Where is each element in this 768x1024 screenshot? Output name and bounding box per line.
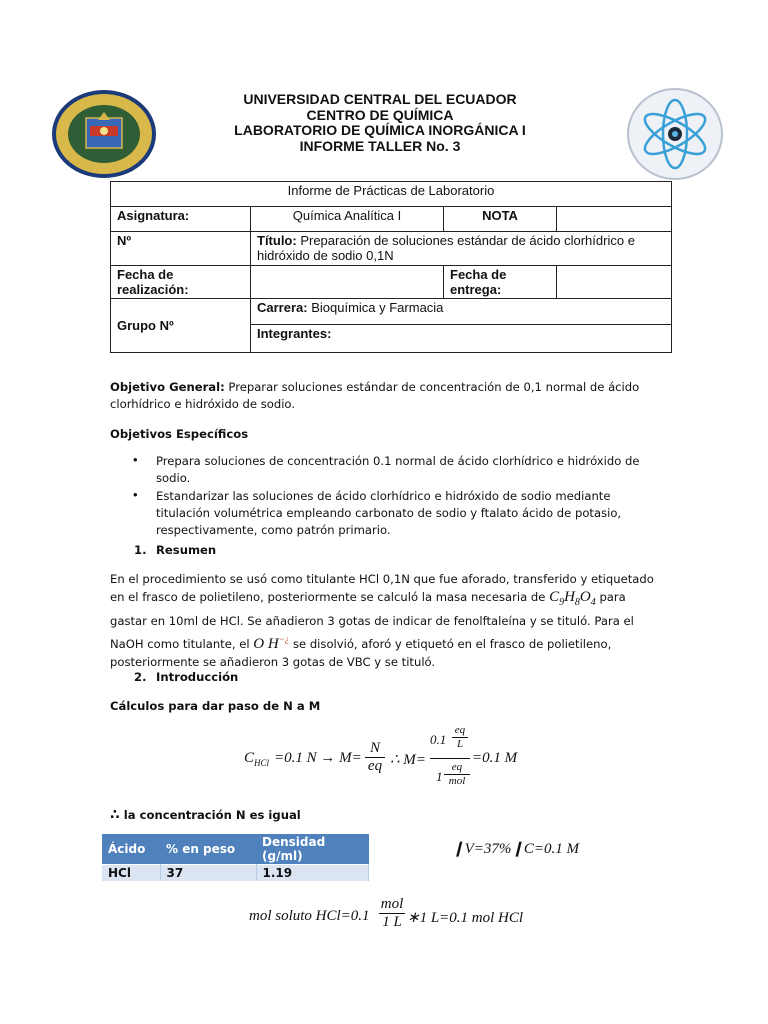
calc-heading: Cálculos para dar paso de N a M: [110, 699, 321, 713]
eq1-frac1: N eq: [365, 740, 385, 775]
therefore-symbol: ∴: [110, 807, 120, 823]
objetivo-general: [110, 379, 710, 413]
resumen-line-5: posteriormente se añadieron 3 gotas de VBC y se tituló.: [110, 655, 436, 669]
resumen-paragraph: [110, 570, 730, 671]
acid-cell-name: HCl: [102, 865, 160, 882]
integrantes-label: Integrantes:: [251, 325, 672, 353]
bullet-item-2: [156, 488, 716, 539]
acid-header-peso: % en peso: [160, 834, 256, 865]
bullet-2-line-2: titulación volumétrica empleando carbonato de sodio y ftalato ácido de potasio,: [156, 506, 622, 520]
eq2-lhs: mol soluto HCl=0.1: [249, 908, 370, 924]
bullet-1-line-1: Prepara soluciones de concentración 0.1 normal de ácido clorhídrico e hidróxido de: [156, 454, 640, 468]
fecha-realizacion-value[interactable]: [251, 266, 444, 299]
fecha-realizacion-label: Fecha de realización:: [111, 266, 251, 299]
university-seal-logo: [50, 88, 158, 180]
asignatura-value: Química Analítica I: [251, 207, 444, 232]
eq2-rhs: ∗1 L=0.1 mol HCl: [407, 910, 524, 926]
bullet-item-1: [156, 453, 716, 487]
header-line-report: INFORME TALLER No. 3: [299, 137, 461, 154]
bullet-2-line-1: Estandarizar las soluciones de ácido clorhídrico e hidróxido de sodio mediante: [156, 489, 611, 503]
phthalate-formula: $C_9H_8O_4$: [549, 589, 596, 608]
header-line-lab: LABORATORIO DE QUÍMICA INORGÁNICA I: [234, 122, 526, 138]
acid-header-acido: Ácido: [102, 834, 160, 865]
bullet-1-line-2: sodio.: [156, 471, 191, 485]
resumen-line-4b: se disolvió, aforó y etiquetó en el frasco de polietileno,: [289, 637, 612, 651]
bullet-dot-1: •: [133, 452, 138, 467]
equation-mol-soluto: [249, 896, 549, 940]
concentracion-text: la concentración N es igual: [119, 808, 301, 822]
acid-properties-table: [102, 834, 369, 881]
titulo-cell: [251, 232, 672, 266]
nota-value[interactable]: [557, 207, 672, 232]
header-line-university: UNIVERSIDAD CENTRAL DEL ECUADOR: [243, 91, 517, 107]
resumen-line-3: gastar en 10ml de HCl. Se añadieron 3 gotas de indicar de fenolftaleína y se tituló. Para el: [110, 614, 634, 628]
objetivo-general-text-2: clorhídrico e hidróxido de sodio.: [110, 397, 296, 411]
asignatura-label: Asignatura:: [111, 207, 251, 232]
objetivo-general-label: Objetivo General:: [110, 380, 225, 394]
bullet-2-line-3: respectivamente, como patrón primario.: [156, 523, 391, 537]
resumen-line-4a: NaOH como titulante, el: [110, 637, 250, 651]
report-info-table: [110, 181, 672, 353]
objetivos-especificos-heading: Objetivos Específicos: [110, 427, 249, 441]
bullet-dot-2: •: [133, 487, 138, 502]
titulo-value: Preparación de soluciones estándar de ácido clorhídrico e hidróxido de sodio 0,1N: [257, 233, 635, 263]
equation-n-to-m: [244, 724, 544, 796]
chemistry-center-atom-logo: [626, 87, 724, 181]
carrera-label: Carrera:: [257, 300, 308, 315]
eq1-c: $C_{HCl}$: [244, 750, 270, 768]
side-equation: ❙V=37%❙C=0.1 M: [452, 841, 580, 857]
titulo-label: Título:: [257, 233, 297, 248]
eq1-therefore: ∴ M=: [390, 752, 426, 768]
acid-cell-peso: 37: [160, 865, 256, 882]
resumen-line-4: [110, 630, 730, 653]
resumen-number: 1.: [134, 543, 147, 557]
eq1-result: =0.1 M: [472, 750, 518, 766]
objetivo-general-text-1: Preparar soluciones estándar de concentración de 0,1 normal de ácido: [224, 380, 640, 394]
info-table-title: Informe de Prácticas de Laboratorio: [111, 182, 672, 207]
fecha-entrega-label: Fecha de entrega:: [444, 266, 557, 299]
header-line-center: CENTRO DE QUÍMICA: [306, 106, 454, 123]
introduccion-number: 2.: [134, 670, 147, 684]
resumen-line-2a: en el frasco de polietileno, posteriormente se calculó la masa necesaria de: [110, 590, 546, 604]
grupo-label: Grupo Nº: [111, 299, 251, 353]
concentracion-line: [110, 807, 301, 824]
resumen-line-2b: para: [595, 590, 626, 604]
eq1-part1: =0.1 N → M=: [274, 750, 362, 766]
acid-cell-densidad: 1.19: [256, 865, 369, 882]
eq2-frac: mol 1 L: [380, 896, 404, 930]
resumen-heading: Resumen: [156, 543, 217, 557]
resumen-line-2: [110, 588, 730, 612]
carrera-value: Bioquímica y Farmacia: [307, 300, 444, 315]
eq1-frac2: 0.1 eq L 1 eq mol: [430, 724, 470, 795]
numero-label: Nº: [111, 232, 251, 266]
introduccion-heading: Introducción: [156, 670, 239, 684]
nota-label: NOTA: [444, 207, 557, 232]
fecha-entrega-value[interactable]: [557, 266, 672, 299]
resumen-line-1: En el procedimiento se usó como titulante HCl 0,1N que fue aforado, transferido y etiquetado: [110, 572, 654, 586]
carrera-cell: [251, 299, 672, 325]
acid-header-densidad: Densidad (g/ml): [256, 834, 369, 865]
header-title: [180, 92, 580, 154]
hydroxide-formula: O H−¿: [253, 634, 290, 652]
